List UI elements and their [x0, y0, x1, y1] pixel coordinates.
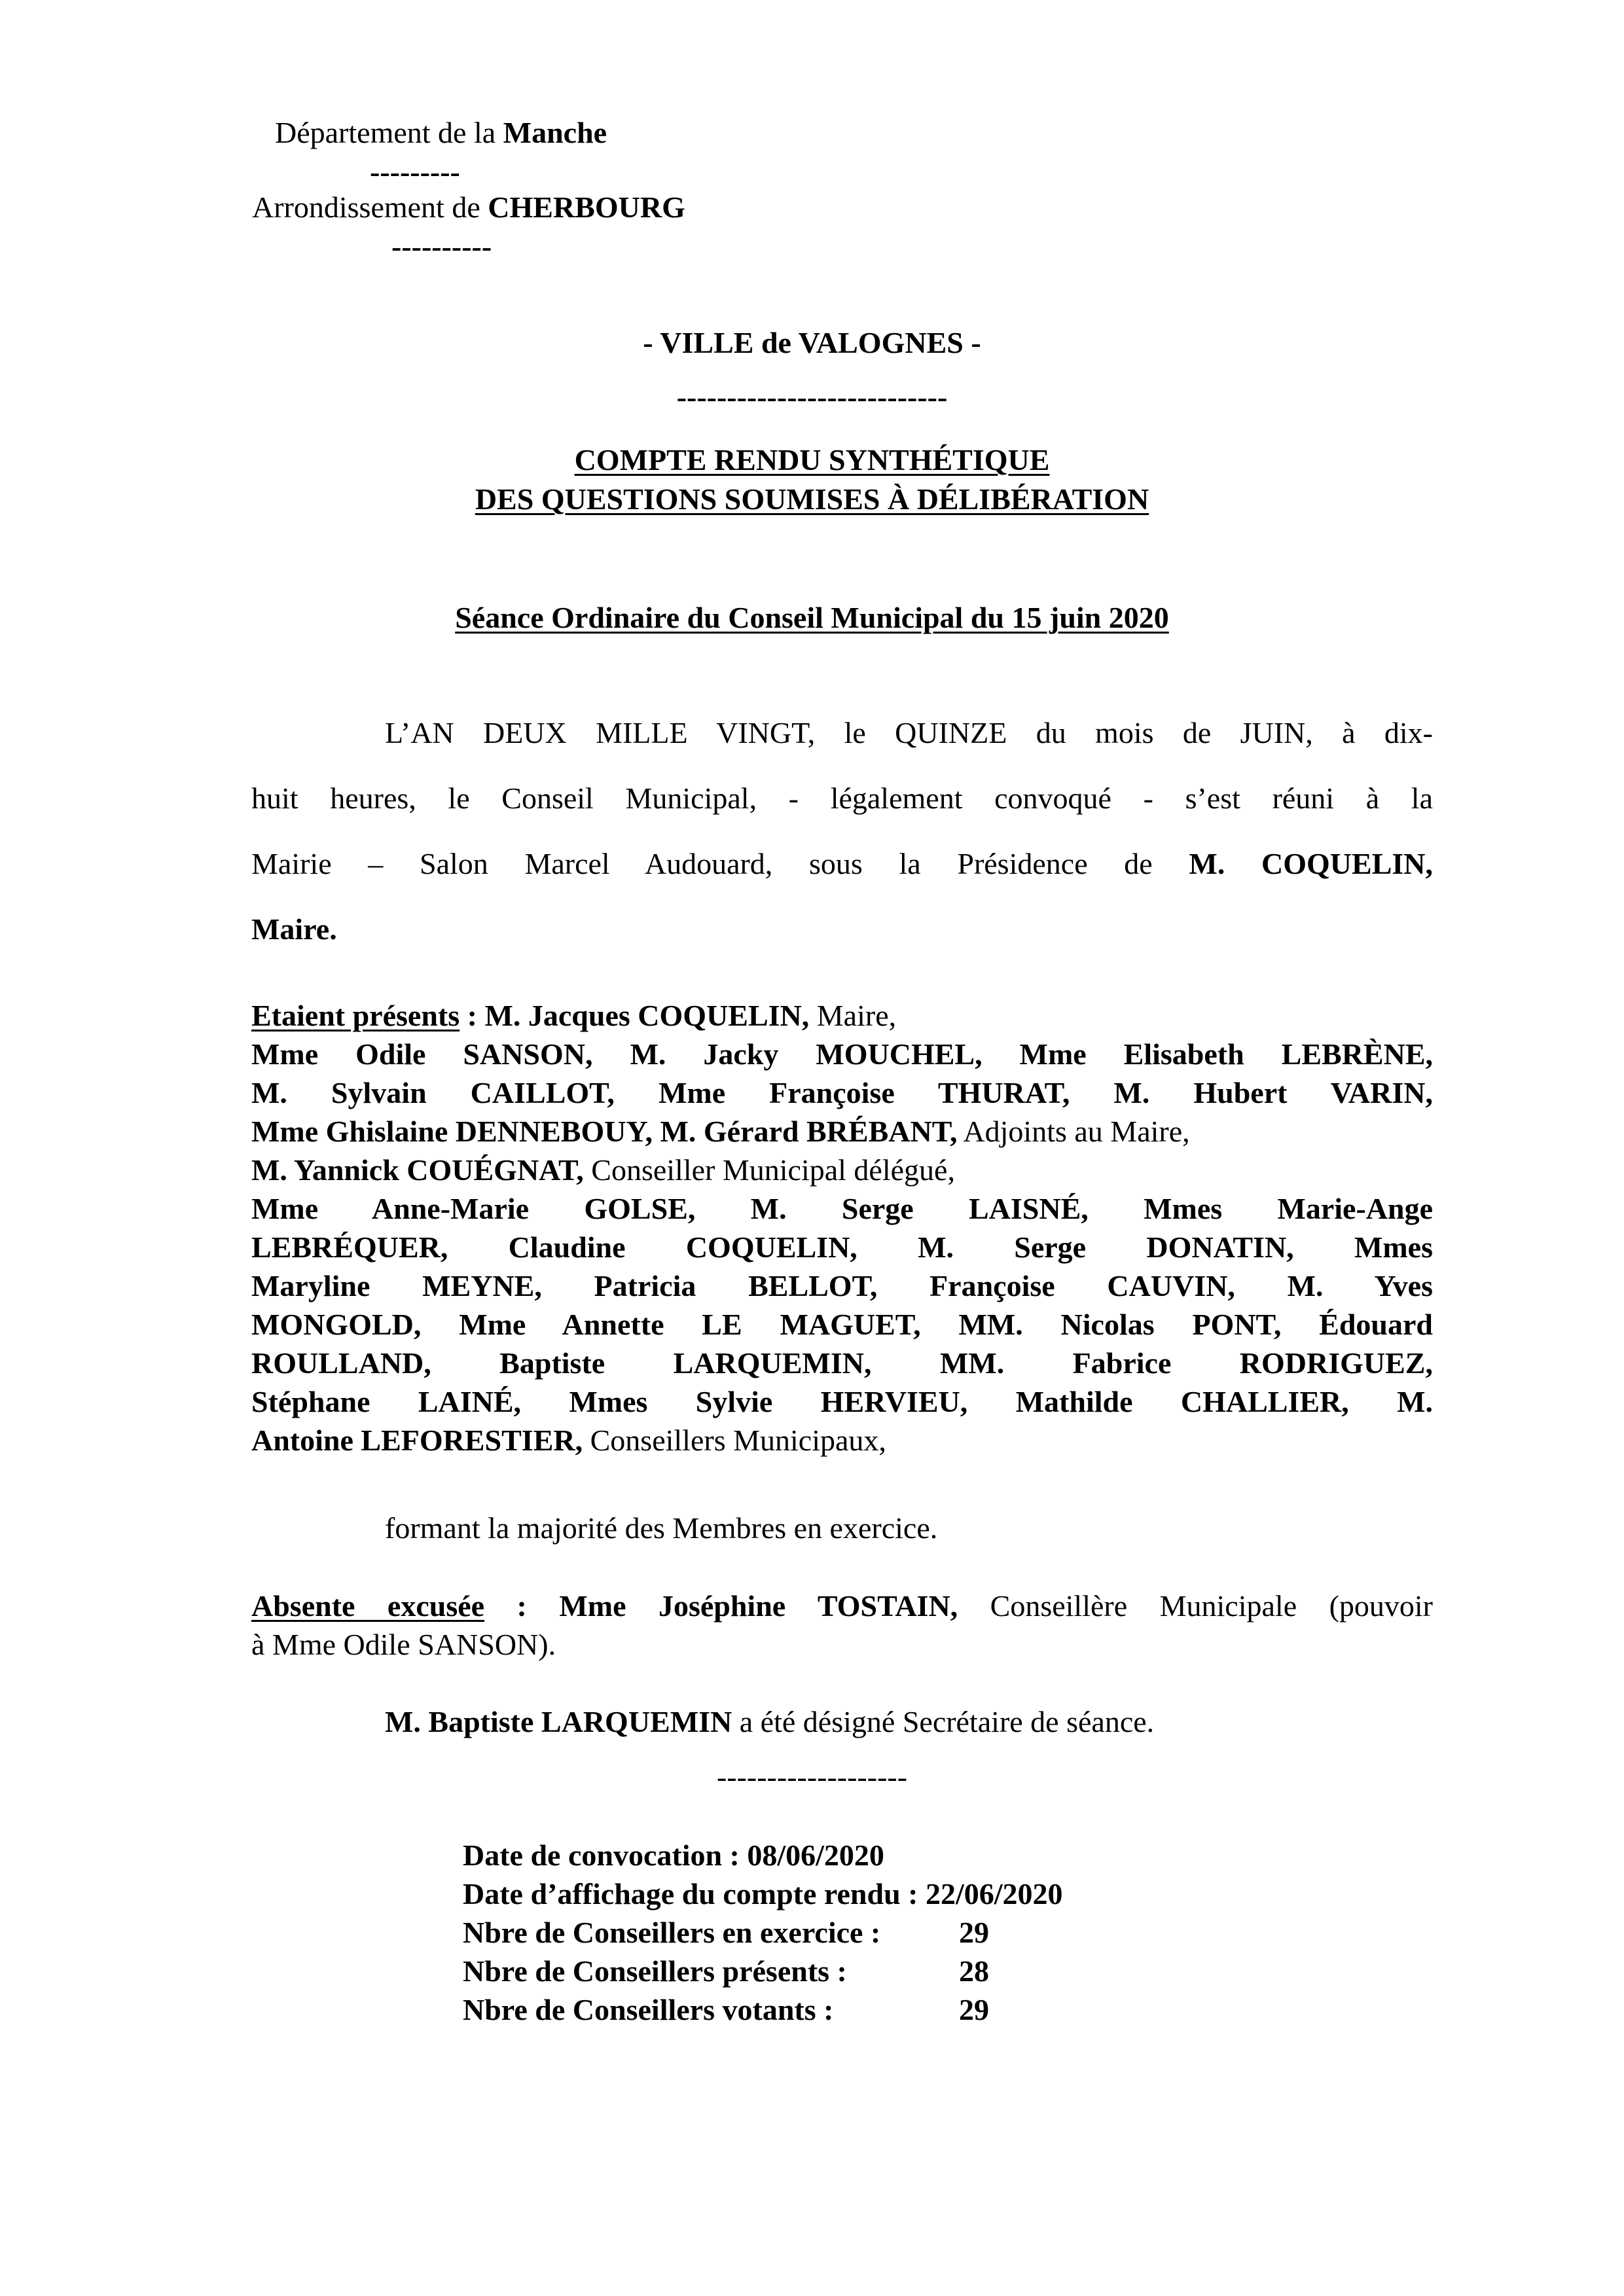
stat-value: 28: [959, 1954, 989, 1988]
stat-value: 29: [959, 1916, 989, 1949]
arrondissement-name: CHERBOURG: [488, 190, 685, 224]
presents-line-9: MONGOLD, Mme Annette LE MAGUET, MM. Nicolas PONT, Édouard: [251, 1308, 1433, 1341]
document-title-line1: COMPTE RENDU SYNTHÉTIQUE: [574, 443, 1050, 476]
stat-row: Nbre de Conseillers présents :: [463, 1954, 847, 1988]
stat-row: Date de convocation : 08/06/2020: [463, 1839, 884, 1872]
presents-line-2: Mme Odile SANSON, M. Jacky MOUCHEL, Mme Elisabeth LEBRÈNE,: [251, 1037, 1433, 1071]
document-title-line2: DES QUESTIONS SOUMISES À DÉLIBÉRATION: [475, 482, 1149, 516]
ville-separator: ---------------------------: [676, 380, 948, 414]
intro-line-4: Maire.: [251, 912, 337, 946]
presents-line-3: M. Sylvain CAILLOT, Mme Françoise THURAT, M. Hubert VARIN,: [251, 1076, 1433, 1109]
intro-line-3: Mairie – Salon Marcel Audouard, sous la Présidence de M. COQUELIN,: [251, 847, 1433, 880]
presents-line-8: Maryline MEYNE, Patricia BELLOT, Françoise CAUVIN, M. Yves: [251, 1269, 1433, 1302]
presents-line-5: M. Yannick COUÉGNAT, Conseiller Municipal délégué,: [251, 1153, 955, 1187]
presents-line-11: Stéphane LAINÉ, Mmes Sylvie HERVIEU, Mathilde CHALLIER, M.: [251, 1385, 1433, 1418]
presents-label: Etaient présents: [251, 999, 460, 1032]
absente-line-1: Absente excusée : Mme Joséphine TOSTAIN, Conseillère Municipale (pouvoir: [251, 1589, 1433, 1623]
presents-line-10: ROULLAND, Baptiste LARQUEMIN, MM. Fabrice RODRIGUEZ,: [251, 1346, 1433, 1380]
departement-prefix: Département de la: [275, 116, 503, 149]
intro-line-2: huit heures, le Conseil Municipal, - légalement convoqué - s’est réuni à la: [251, 781, 1433, 815]
departement-name: Manche: [503, 116, 607, 149]
ville-title: - VILLE de VALOGNES -: [643, 326, 981, 359]
seance-title: Séance Ordinaire du Conseil Municipal du 15 juin 2020: [455, 601, 1169, 634]
presents-line-1: Etaient présents : M. Jacques COQUELIN, Maire,: [251, 999, 897, 1032]
arrondissement-prefix: Arrondissement de: [252, 190, 488, 224]
stat-row: Date d’affichage du compte rendu : 22/06/2020: [463, 1877, 1063, 1910]
majorite-line: formant la majorité des Membres en exercice.: [385, 1511, 938, 1545]
stat-row: Nbre de Conseillers votants :: [463, 1993, 834, 2026]
arrondissement-line: [252, 190, 685, 224]
header-separator-2: ----------: [391, 230, 492, 263]
secretaire-line: M. Baptiste LARQUEMIN a été désigné Secrétaire de séance.: [385, 1705, 1155, 1738]
intro-line-1: L’AN DEUX MILLE VINGT, le QUINZE du mois de JUIN, à dix-: [385, 716, 1433, 749]
presents-line-4: Mme Ghislaine DENNEBOUY, M. Gérard BRÉBANT, Adjoints au Maire,: [251, 1115, 1190, 1148]
presents-line-7: LEBRÉQUER, Claudine COQUELIN, M. Serge DONATIN, Mmes: [251, 1230, 1433, 1264]
stat-row: Nbre de Conseillers en exercice :: [463, 1916, 881, 1949]
bottom-separator: -------------------: [716, 1760, 908, 1793]
header-separator-1: ---------: [370, 155, 460, 188]
presents-line-6: Mme Anne-Marie GOLSE, M. Serge LAISNÉ, Mmes Marie-Ange: [251, 1192, 1433, 1225]
departement-line: [275, 115, 607, 150]
stat-value: 29: [959, 1993, 989, 2026]
absente-line-2: à Mme Odile SANSON).: [251, 1628, 556, 1661]
absente-label: Absente excusée: [251, 1589, 485, 1623]
presents-line-12: Antoine LEFORESTIER, Conseillers Municipaux,: [251, 1424, 886, 1457]
